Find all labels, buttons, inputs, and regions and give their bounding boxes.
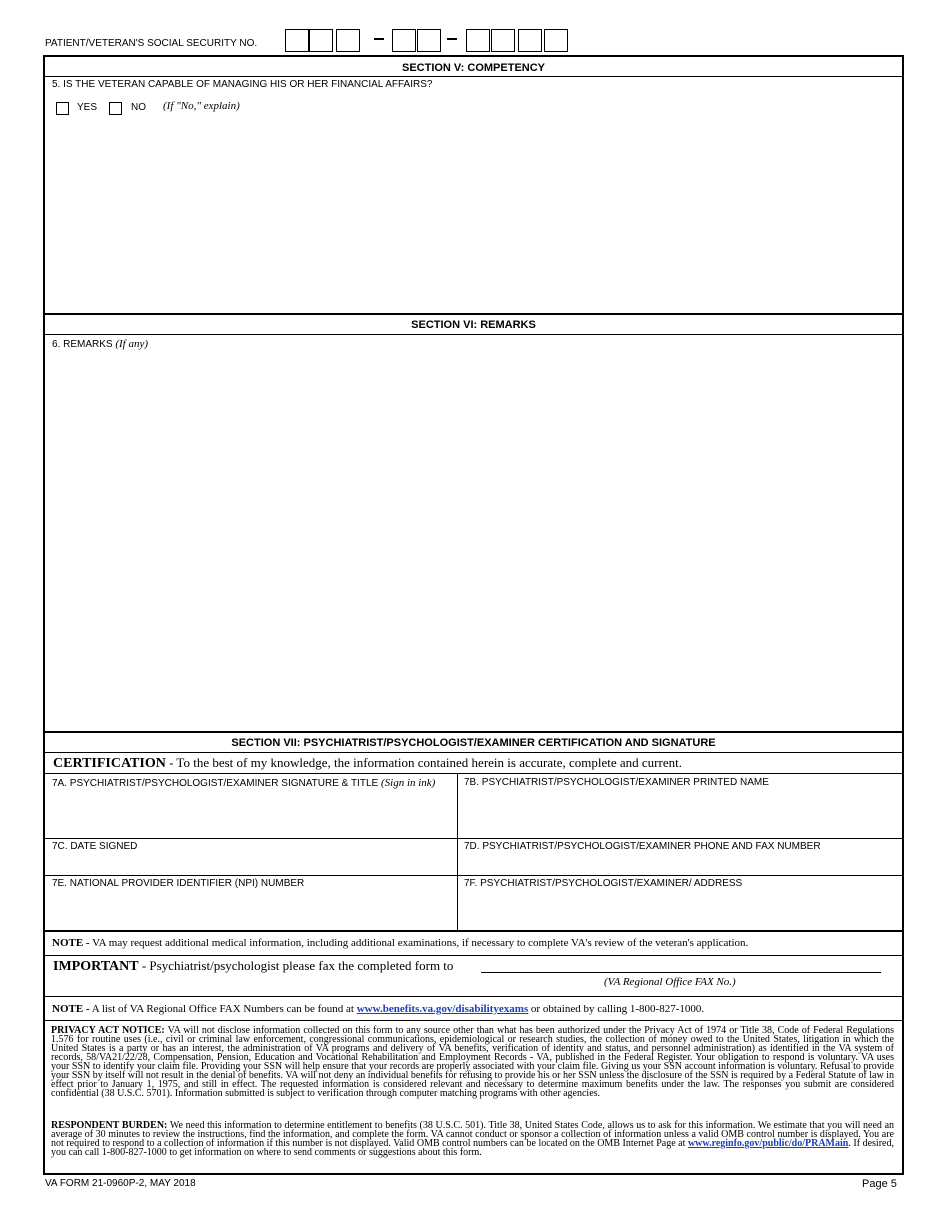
column-divider <box>457 773 458 930</box>
yes-label: YES <box>77 102 98 113</box>
divider <box>45 773 902 774</box>
section-vii-title: SECTION VII: PSYCHIATRIST/PSYCHOLOGIST/EXAMINER CERTIFICATION AND SIGNATURE <box>231 737 716 749</box>
phone-fax-field[interactable] <box>459 854 901 874</box>
ssn-digit-box[interactable] <box>309 29 333 52</box>
divider <box>45 955 902 956</box>
divider <box>45 930 902 932</box>
printed-name-field[interactable] <box>459 790 901 837</box>
respondent-burden: RESPONDENT BURDEN: We need this information to determine entitlement to benefits (38 U.S.C. 501). Title 38, United States Code, allows us to ask for this information. We estimate that you will need an average of 30 minutes to review the instructions, find the information, and complete the form. VA cannot conduct or sponsor a collection of information unless a valid OMB control number is displayed. You are not required to respond to a collection of information if this number is not displayed. Valid OMB control numbers can be located on the OMB Internet Page at www.reginfo.gov/public/do/PRAMain. If desired, you can call 1-800-827-1000 to get information on where to send comments or suggestions about this form. <box>51 1120 895 1158</box>
field-7e-label: 7E. NATIONAL PROVIDER IDENTIFIER (NPI) NUMBER <box>52 878 305 889</box>
divider <box>45 752 902 753</box>
field-7f-label: 7F. PSYCHIATRIST/PSYCHOLOGIST/EXAMINER/ ADDRESS <box>464 878 743 889</box>
competency-explanation-area[interactable] <box>46 118 901 312</box>
form-id: VA FORM 21-0960P-2, MAY 2018 <box>45 1178 196 1189</box>
npi-field[interactable] <box>46 891 456 929</box>
note-fax-list: NOTE - A list of VA Regional Office FAX Numbers can be found at www.benefits.va.gov/disabilityexams or obtained by calling 1-800-827-1000. <box>52 1003 705 1015</box>
ssn-dash <box>374 38 384 40</box>
ssn-label: PATIENT/VETERAN'S SOCIAL SECURITY NO. <box>45 38 258 49</box>
benefits-link[interactable]: www.benefits.va.gov/disabilityexams <box>356 1003 529 1015</box>
divider <box>45 76 902 77</box>
divider <box>45 731 902 733</box>
date-signed-field[interactable] <box>46 854 456 874</box>
field-7a-label: 7A. PSYCHIATRIST/PSYCHOLOGIST/EXAMINER SIGNATURE & TITLE (Sign in ink) <box>52 777 436 789</box>
yes-checkbox[interactable] <box>56 102 69 115</box>
divider <box>45 875 902 876</box>
no-checkbox[interactable] <box>109 102 122 115</box>
ssn-digit-box[interactable] <box>491 29 515 52</box>
divider <box>45 334 902 335</box>
important-fax-instruction: IMPORTANT - Psychiatrist/psychologist please fax the completed form to <box>53 958 454 974</box>
explain-hint: (If "No," explain) <box>163 100 240 112</box>
ssn-digit-box[interactable] <box>518 29 542 52</box>
ssn-digit-box[interactable] <box>417 29 441 52</box>
ssn-digit-box[interactable] <box>544 29 568 52</box>
fax-number-line[interactable] <box>481 972 881 973</box>
no-label: NO <box>131 102 146 113</box>
remarks-label: 6. REMARKS (If any) <box>52 338 149 350</box>
field-7b-label: 7B. PSYCHIATRIST/PSYCHOLOGIST/EXAMINER PRINTED NAME <box>464 777 769 788</box>
divider <box>45 313 902 315</box>
section-vi-title: SECTION VI: REMARKS <box>411 319 536 331</box>
ssn-dash <box>447 38 457 40</box>
divider <box>45 838 902 839</box>
privacy-act-notice: PRIVACY ACT NOTICE: VA will not disclose information collected on this form to any source other than what has been authorized under the Privacy Act of 1974 or Title 38, Code of Federal Regulations 1.576 for routine uses (i.e., civil or criminal law enforcement, congressional communications, epidemiological or research studies, the collection of money owed to the United States, litigation in which the United States is a party or has an interest, the administration of VA programs and delivery of VA benefits, verification of identity and status, and personnel administration) as identified in the VA system of records, 58/VA21/22/28, Compensation, Pension, Education and Vocational Rehabilitation and Employment Records - VA, published in the Federal Register. Your obligation to respond is voluntary. VA uses your SSN to identify your claim file. Providing your SSN will help ensure that your records are properly associated with your claim file. Giving us your SSN account information is voluntary. Refusal to provide your SSN by itself will not result in the denial of benefits. VA will not deny an individual benefits for refusing to provide his or her SSN unless the disclosure of the SSN is required by a Federal Statute of law in effect prior to January 1, 1975, and still in effect. The requested information is considered relevant and necessary to determine maximum benefits under the law. The responses you submit are considered confidential (38 U.S.C. 5701). Information submitted is subject to verification through computer matching programs with other agencies. <box>51 1025 894 1099</box>
fax-hint: (VA Regional Office FAX No.) <box>604 976 736 988</box>
address-field[interactable] <box>459 891 901 929</box>
note-additional-info: NOTE - VA may request additional medical information, including additional examinations, if necessary to complete VA's review of the veteran's application. <box>52 937 749 949</box>
ssn-digit-box[interactable] <box>392 29 416 52</box>
competency-question: 5. IS THE VETERAN CAPABLE OF MANAGING HIS OR HER FINANCIAL AFFAIRS? <box>52 79 433 90</box>
ssn-digit-box[interactable] <box>466 29 490 52</box>
divider <box>45 996 902 997</box>
ssn-digit-box[interactable] <box>336 29 360 52</box>
reginfo-link[interactable]: www.reginfo.gov/public/do/PRAMain <box>687 1138 849 1149</box>
signature-field[interactable] <box>46 790 456 837</box>
certification-statement: CERTIFICATION - To the best of my knowledge, the information contained herein is accurate, complete and current. <box>53 755 682 771</box>
field-7c-label: 7C. DATE SIGNED <box>52 841 138 852</box>
field-7d-label: 7D. PSYCHIATRIST/PSYCHOLOGIST/EXAMINER PHONE AND FAX NUMBER <box>464 841 821 852</box>
divider <box>45 1020 902 1021</box>
remarks-area[interactable] <box>46 352 901 730</box>
ssn-digit-box[interactable] <box>285 29 309 52</box>
page-number: Page 5 <box>862 1178 897 1190</box>
section-v-title: SECTION V: COMPETENCY <box>401 62 546 74</box>
